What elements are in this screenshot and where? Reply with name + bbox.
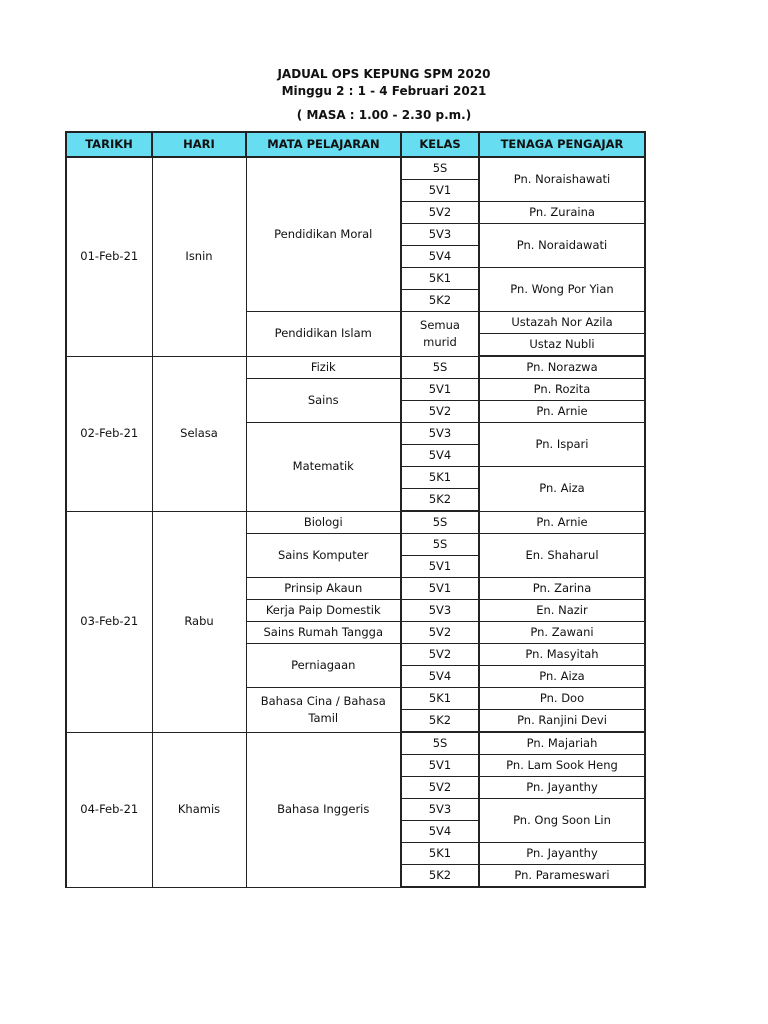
class-cell: 5K2 bbox=[401, 489, 479, 512]
subject-cell: Sains Komputer bbox=[246, 534, 401, 578]
class-cell: 5K1 bbox=[401, 467, 479, 489]
class-cell: 5V1 bbox=[401, 180, 479, 202]
teacher-cell: Pn. Noraishawati bbox=[479, 157, 645, 202]
teacher-cell: En. Shaharul bbox=[479, 534, 645, 578]
table-row bbox=[66, 157, 645, 180]
teacher-cell: Pn. Zarina bbox=[479, 578, 645, 600]
class-cell: 5S bbox=[401, 511, 479, 534]
class-cell: 5K1 bbox=[401, 268, 479, 290]
class-cell: 5K2 bbox=[401, 710, 479, 733]
schedule-table bbox=[65, 131, 646, 888]
subject-cell: Sains bbox=[246, 379, 401, 423]
class-cell: 5V1 bbox=[401, 556, 479, 578]
column-header-tenaga-pengajar: TENAGA PENGAJAR bbox=[479, 132, 645, 157]
subject-cell: Pendidikan Moral bbox=[246, 157, 401, 312]
document-title: JADUAL OPS KEPUNG SPM 2020 bbox=[277, 67, 491, 81]
teacher-cell: Pn. Majariah bbox=[479, 732, 645, 755]
class-cell: 5V3 bbox=[401, 600, 479, 622]
class-cell: 5V2 bbox=[401, 401, 479, 423]
class-cell: 5K2 bbox=[401, 290, 479, 312]
table-row bbox=[66, 511, 645, 534]
teacher-cell: Pn. Masyitah bbox=[479, 644, 645, 666]
teacher-cell: Pn. Norazwa bbox=[479, 356, 645, 379]
class-cell: Semua murid bbox=[401, 312, 479, 357]
teacher-cell: Ustazah Nor Azila bbox=[479, 312, 645, 334]
teacher-cell: Pn. Jayanthy bbox=[479, 843, 645, 865]
day-cell: Selasa bbox=[152, 356, 246, 511]
day-cell: Isnin bbox=[152, 157, 246, 356]
teacher-cell: Pn. Wong Por Yian bbox=[479, 268, 645, 312]
class-cell: 5S bbox=[401, 356, 479, 379]
subject-cell: Prinsip Akaun bbox=[246, 578, 401, 600]
class-cell: 5V2 bbox=[401, 622, 479, 644]
class-cell: 5V4 bbox=[401, 445, 479, 467]
class-cell: 5K1 bbox=[401, 843, 479, 865]
column-header-hari: HARI bbox=[152, 132, 246, 157]
teacher-cell: Pn. Aiza bbox=[479, 467, 645, 512]
table-header-row bbox=[66, 132, 645, 157]
class-cell: 5S bbox=[401, 732, 479, 755]
class-cell: 5V4 bbox=[401, 666, 479, 688]
column-header-kelas: KELAS bbox=[401, 132, 479, 157]
teacher-cell: Pn. Rozita bbox=[479, 379, 645, 401]
subject-cell: Kerja Paip Domestik bbox=[246, 600, 401, 622]
teacher-cell: Pn. Ranjini Devi bbox=[479, 710, 645, 733]
teacher-cell: En. Nazir bbox=[479, 600, 645, 622]
class-cell: 5V2 bbox=[401, 644, 479, 666]
class-cell: 5V2 bbox=[401, 202, 479, 224]
class-cell: 5V4 bbox=[401, 246, 479, 268]
date-cell: 02-Feb-21 bbox=[66, 356, 152, 511]
class-cell: 5V4 bbox=[401, 821, 479, 843]
subject-cell: Biologi bbox=[246, 511, 401, 534]
class-cell: 5V3 bbox=[401, 799, 479, 821]
time-subtitle: ( MASA : 1.00 - 2.30 p.m.) bbox=[296, 108, 472, 122]
class-cell: 5K2 bbox=[401, 865, 479, 888]
teacher-cell: Pn. Ong Soon Lin bbox=[479, 799, 645, 843]
column-header-mata-pelajaran: MATA PELAJARAN bbox=[246, 132, 401, 157]
week-subtitle: Minggu 2 : 1 - 4 Februari 2021 bbox=[281, 84, 487, 98]
date-cell: 03-Feb-21 bbox=[66, 511, 152, 732]
teacher-cell: Pn. Arnie bbox=[479, 401, 645, 423]
column-header-tarikh: TARIKH bbox=[66, 132, 152, 157]
teacher-cell: Pn. Zawani bbox=[479, 622, 645, 644]
date-cell: 04-Feb-21 bbox=[66, 732, 152, 887]
subject-cell: Bahasa Inggeris bbox=[246, 732, 401, 887]
teacher-cell: Pn. Zuraina bbox=[479, 202, 645, 224]
teacher-cell: Pn. Aiza bbox=[479, 666, 645, 688]
teacher-cell: Ustaz Nubli bbox=[479, 334, 645, 357]
table-row bbox=[66, 356, 645, 379]
class-cell: 5V3 bbox=[401, 224, 479, 246]
class-cell: 5V1 bbox=[401, 755, 479, 777]
teacher-cell: Pn. Parameswari bbox=[479, 865, 645, 888]
class-cell: 5V2 bbox=[401, 777, 479, 799]
table-row bbox=[66, 732, 645, 755]
subject-cell: Perniagaan bbox=[246, 644, 401, 688]
day-cell: Khamis bbox=[152, 732, 246, 887]
subject-cell: Fizik bbox=[246, 356, 401, 379]
class-cell: 5K1 bbox=[401, 688, 479, 710]
class-cell: 5S bbox=[401, 157, 479, 180]
schedule-body bbox=[66, 157, 645, 887]
day-cell: Rabu bbox=[152, 511, 246, 732]
teacher-cell: Pn. Arnie bbox=[479, 511, 645, 534]
teacher-cell: Pn. Jayanthy bbox=[479, 777, 645, 799]
teacher-cell: Pn. Noraidawati bbox=[479, 224, 645, 268]
teacher-cell: Pn. Lam Sook Heng bbox=[479, 755, 645, 777]
class-cell: 5S bbox=[401, 534, 479, 556]
class-cell: 5V3 bbox=[401, 423, 479, 445]
subject-cell: Matematik bbox=[246, 423, 401, 512]
subject-cell: Pendidikan Islam bbox=[246, 312, 401, 357]
class-cell: 5V1 bbox=[401, 379, 479, 401]
teacher-cell: Pn. Ispari bbox=[479, 423, 645, 467]
subject-cell: Bahasa Cina / Bahasa Tamil bbox=[246, 688, 401, 733]
teacher-cell: Pn. Doo bbox=[479, 688, 645, 710]
date-cell: 01-Feb-21 bbox=[66, 157, 152, 356]
class-cell: 5V1 bbox=[401, 578, 479, 600]
subject-cell: Sains Rumah Tangga bbox=[246, 622, 401, 644]
